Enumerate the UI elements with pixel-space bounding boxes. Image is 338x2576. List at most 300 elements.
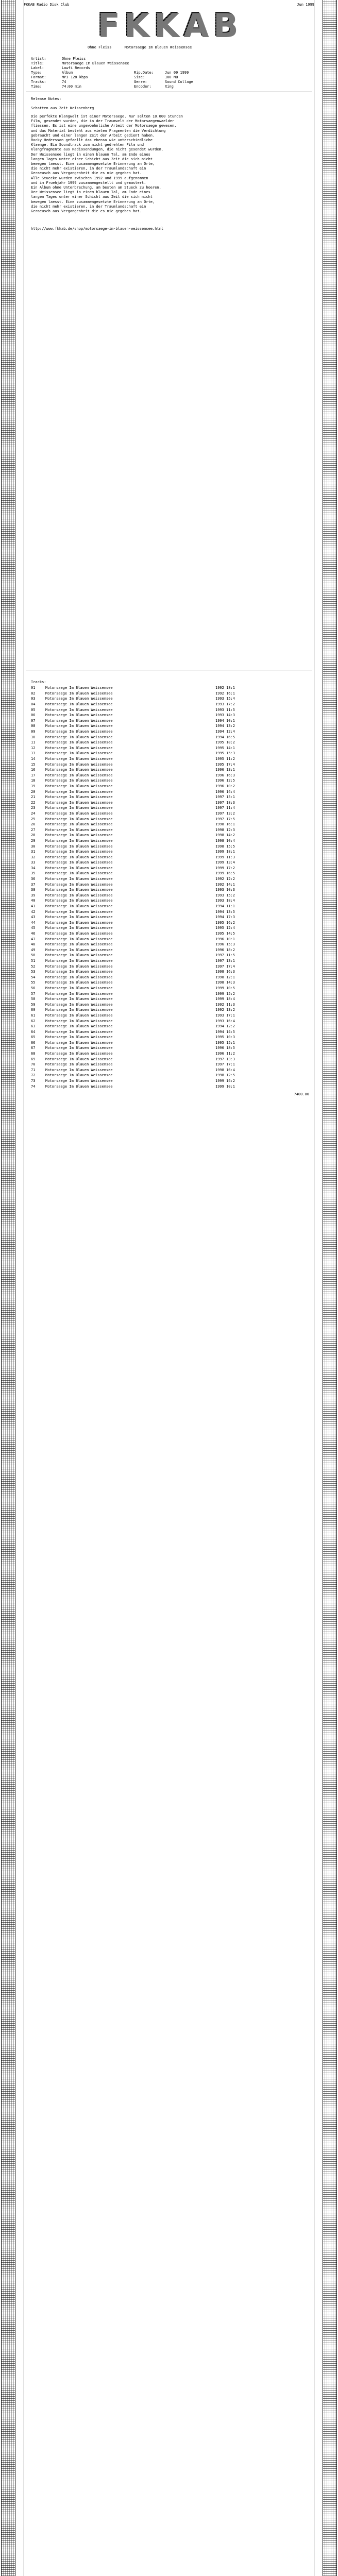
ascii-border-right bbox=[323, 0, 337, 2576]
track-source: 1993 17:2 bbox=[215, 702, 235, 707]
track-source: 1993 18:4 bbox=[215, 899, 235, 903]
track-number: 20 bbox=[31, 789, 36, 794]
track-row bbox=[31, 1024, 309, 1029]
track-row bbox=[31, 958, 309, 964]
track-row bbox=[31, 871, 309, 876]
track-source: 1997 13:1 bbox=[215, 958, 235, 963]
track-number: 37 bbox=[31, 882, 36, 887]
track-row bbox=[31, 925, 309, 931]
track-title: Motorsaege Im Blauen Weissensee bbox=[45, 942, 113, 947]
track-row bbox=[31, 1078, 309, 1084]
track-source: 1997 13:2 bbox=[215, 811, 235, 816]
tracklist-heading: Tracks: bbox=[31, 680, 46, 684]
track-title: Motorsaege Im Blauen Weissensee bbox=[45, 1052, 113, 1056]
track-source: 1993 11:5 bbox=[215, 707, 235, 712]
track-title: Motorsaege Im Blauen Weissensee bbox=[45, 713, 113, 718]
track-source: 1996 13:1 bbox=[215, 768, 235, 772]
track-source: 1997 13:3 bbox=[215, 1057, 235, 1061]
track-source: 1997 17:5 bbox=[215, 817, 235, 821]
track-title: Motorsaege Im Blauen Weissensee bbox=[45, 697, 113, 701]
track-row bbox=[31, 1018, 309, 1024]
track-title: Motorsaege Im Blauen Weissensee bbox=[45, 964, 113, 969]
track-title: Motorsaege Im Blauen Weissensee bbox=[45, 768, 113, 772]
track-number: 52 bbox=[31, 964, 36, 969]
track-source: 1998 16:3 bbox=[215, 970, 235, 974]
track-number: 55 bbox=[31, 980, 36, 985]
track-row bbox=[31, 838, 309, 844]
track-row bbox=[31, 816, 309, 822]
track-number: 17 bbox=[31, 773, 36, 777]
track-source: 1995 10:3 bbox=[215, 1035, 235, 1040]
track-row bbox=[31, 969, 309, 975]
meta-key: Title: bbox=[31, 61, 44, 65]
track-row bbox=[31, 1067, 309, 1073]
track-number: 35 bbox=[31, 871, 36, 876]
track-source: 1995 15:3 bbox=[215, 751, 235, 756]
track-number: 08 bbox=[31, 724, 36, 728]
track-title: Motorsaege Im Blauen Weissensee bbox=[45, 980, 113, 985]
track-source: 1996 18:5 bbox=[215, 1046, 235, 1050]
track-title: Motorsaege Im Blauen Weissensee bbox=[45, 1002, 113, 1007]
track-number: 67 bbox=[31, 1046, 36, 1050]
meta-key: Format: bbox=[31, 75, 46, 79]
track-row bbox=[31, 773, 309, 778]
track-source: 1992 14:1 bbox=[215, 882, 235, 887]
track-source: 1992 18:1 bbox=[215, 686, 235, 690]
track-title: Motorsaege Im Blauen Weissensee bbox=[45, 718, 113, 723]
meta-key bbox=[134, 61, 165, 66]
track-title: Motorsaege Im Blauen Weissensee bbox=[45, 822, 113, 827]
track-row bbox=[31, 756, 309, 762]
track-number: 10 bbox=[31, 735, 36, 739]
track-row bbox=[31, 904, 309, 909]
track-row bbox=[31, 1035, 309, 1040]
track-source: 1995 17:4 bbox=[215, 762, 235, 767]
tracklist-total: 7400.00 bbox=[294, 1092, 309, 1096]
track-title: Motorsaege Im Blauen Weissensee bbox=[45, 1062, 113, 1067]
track-number: 25 bbox=[31, 817, 36, 821]
track-source: 1999 10:1 bbox=[215, 1084, 235, 1089]
meta-key: Encoder: bbox=[134, 84, 151, 89]
track-row bbox=[31, 942, 309, 947]
track-source: 1998 12:1 bbox=[215, 975, 235, 979]
track-source: 1994 12:4 bbox=[215, 730, 235, 734]
track-source: 1999 11:3 bbox=[215, 855, 235, 859]
track-number: 49 bbox=[31, 947, 36, 952]
ascii-border-left bbox=[1, 0, 15, 2576]
track-title: Motorsaege Im Blauen Weissensee bbox=[45, 915, 113, 920]
track-source: 1992 13:2 bbox=[215, 1008, 235, 1012]
track-number: 62 bbox=[31, 1019, 36, 1023]
track-number: 48 bbox=[31, 942, 36, 947]
track-number: 12 bbox=[31, 745, 36, 750]
track-title: Motorsaege Im Blauen Weissensee bbox=[45, 953, 113, 958]
meta-value bbox=[165, 57, 227, 61]
track-number: 01 bbox=[31, 686, 36, 690]
track-row bbox=[31, 805, 309, 811]
track-title: Motorsaege Im Blauen Weissensee bbox=[45, 991, 113, 996]
track-row bbox=[31, 734, 309, 740]
track-row bbox=[31, 1002, 309, 1007]
track-row bbox=[31, 778, 309, 784]
track-title: Motorsaege Im Blauen Weissensee bbox=[45, 997, 113, 1002]
meta-row bbox=[31, 80, 247, 84]
track-number: 47 bbox=[31, 937, 36, 941]
track-row bbox=[31, 723, 309, 729]
meta-value: Ohne Fleiss bbox=[62, 57, 86, 61]
track-source: 1998 14:3 bbox=[215, 980, 235, 985]
track-row bbox=[31, 882, 309, 887]
track-title: Motorsaege Im Blauen Weissensee bbox=[45, 931, 113, 936]
track-source: 1997 17:4 bbox=[215, 964, 235, 969]
track-row bbox=[31, 909, 309, 914]
meta-value: Album bbox=[62, 71, 73, 75]
track-title: Motorsaege Im Blauen Weissensee bbox=[45, 833, 113, 838]
track-number: 60 bbox=[31, 1008, 36, 1012]
track-number: 71 bbox=[31, 1067, 36, 1072]
track-title: Motorsaege Im Blauen Weissensee bbox=[45, 762, 113, 767]
track-row bbox=[31, 931, 309, 937]
meta-key: Rip.Date: bbox=[134, 71, 154, 75]
track-row bbox=[31, 789, 309, 794]
track-source: 1997 17:1 bbox=[215, 1062, 235, 1067]
track-source: 1997 11:4 bbox=[215, 806, 235, 810]
track-row bbox=[31, 827, 309, 833]
track-row bbox=[31, 1056, 309, 1062]
meta-value: 74:00 min bbox=[62, 84, 81, 89]
track-source: 1994 17:3 bbox=[215, 915, 235, 920]
track-title: Motorsaege Im Blauen Weissensee bbox=[45, 745, 113, 750]
track-number: 36 bbox=[31, 877, 36, 882]
track-source: 1995 15:1 bbox=[215, 1040, 235, 1045]
track-row bbox=[31, 980, 309, 986]
track-title: Motorsaege Im Blauen Weissensee bbox=[45, 958, 113, 963]
track-title: Motorsaege Im Blauen Weissensee bbox=[45, 866, 113, 870]
track-source: 1993 17:1 bbox=[215, 1013, 235, 1018]
meta-value: MP3 128 kbps bbox=[62, 75, 88, 79]
track-source: 1996 16:3 bbox=[215, 773, 235, 777]
track-source: 1998 15:5 bbox=[215, 844, 235, 849]
track-title: Motorsaege Im Blauen Weissensee bbox=[45, 871, 113, 876]
track-row bbox=[31, 729, 309, 735]
track-row bbox=[31, 1083, 309, 1089]
track-title: Motorsaege Im Blauen Weissensee bbox=[45, 817, 113, 821]
track-title: Motorsaege Im Blauen Weissensee bbox=[45, 926, 113, 930]
track-source: 1997 18:3 bbox=[215, 800, 235, 805]
track-number: 28 bbox=[31, 833, 36, 838]
meta-key: Size: bbox=[134, 75, 145, 79]
track-number: 02 bbox=[31, 691, 36, 696]
track-number: 34 bbox=[31, 866, 36, 870]
track-source: 1996 15:3 bbox=[215, 942, 235, 947]
track-row bbox=[31, 974, 309, 980]
track-source: 1999 17:2 bbox=[215, 866, 235, 870]
track-row bbox=[31, 740, 309, 745]
meta-value bbox=[165, 61, 227, 66]
track-number: 06 bbox=[31, 713, 36, 718]
meta-key: Label: bbox=[31, 66, 44, 70]
meta-row bbox=[31, 66, 247, 71]
track-source: 1998 12:5 bbox=[215, 1073, 235, 1078]
track-source: 1994 16:5 bbox=[215, 735, 235, 739]
track-row bbox=[31, 887, 309, 893]
meta-row bbox=[31, 61, 247, 66]
track-title: Motorsaege Im Blauen Weissensee bbox=[45, 1046, 113, 1050]
track-number: 54 bbox=[31, 975, 36, 979]
track-title: Motorsaege Im Blauen Weissensee bbox=[45, 986, 113, 990]
track-row bbox=[31, 963, 309, 969]
track-row bbox=[31, 811, 309, 817]
track-source: 1995 14:1 bbox=[215, 745, 235, 750]
track-title: Motorsaege Im Blauen Weissensee bbox=[45, 838, 113, 843]
meta-key: Tracks: bbox=[31, 80, 46, 84]
track-source: 1993 15:4 bbox=[215, 697, 235, 701]
track-number: 43 bbox=[31, 915, 36, 920]
content-frame bbox=[24, 0, 314, 2576]
track-source: 1995 14:5 bbox=[215, 931, 235, 936]
track-number: 15 bbox=[31, 762, 36, 767]
track-source: 1999 13:4 bbox=[215, 860, 235, 865]
track-title: Motorsaege Im Blauen Weissensee bbox=[45, 757, 113, 761]
meta-value bbox=[165, 66, 227, 71]
track-source: 1994 13:2 bbox=[215, 724, 235, 728]
title-line: Ohne Fleiss Motorsaege Im Blauen Weissensee bbox=[88, 45, 192, 49]
track-title: Motorsaege Im Blauen Weissensee bbox=[45, 904, 113, 909]
release-notes-heading: Release Notes: bbox=[31, 97, 62, 101]
release-notes-subheading: Schatten aus Zeit Weissenberg bbox=[31, 106, 94, 110]
track-title: Motorsaege Im Blauen Weissensee bbox=[45, 893, 113, 897]
track-number: 04 bbox=[31, 702, 36, 707]
track-title: Motorsaege Im Blauen Weissensee bbox=[45, 882, 113, 887]
track-row bbox=[31, 849, 309, 855]
track-row bbox=[31, 784, 309, 789]
track-title: Motorsaege Im Blauen Weissensee bbox=[45, 1024, 113, 1029]
meta-value: 100 MB bbox=[165, 75, 178, 79]
meta-value: Motorsaege Im Blauen Weissensee bbox=[62, 61, 129, 65]
track-title: Motorsaege Im Blauen Weissensee bbox=[45, 850, 113, 854]
track-source: 1996 12:5 bbox=[215, 778, 235, 783]
logo-text: FKKAB bbox=[96, 6, 242, 44]
track-number: 30 bbox=[31, 844, 36, 849]
track-number: 69 bbox=[31, 1057, 36, 1061]
track-row bbox=[31, 1073, 309, 1078]
track-title: Motorsaege Im Blauen Weissensee bbox=[45, 1008, 113, 1012]
track-row bbox=[31, 947, 309, 953]
release-notes-link[interactable]: http://www.fkkab.de/shop/motorsaege-im-blauen-weissensee.html bbox=[31, 227, 164, 231]
meta-value: Xing bbox=[165, 84, 174, 89]
track-number: 03 bbox=[31, 697, 36, 701]
track-number: 27 bbox=[31, 827, 36, 832]
track-source: 1999 18:4 bbox=[215, 997, 235, 1002]
track-title: Motorsaege Im Blauen Weissensee bbox=[45, 827, 113, 832]
track-title: Motorsaege Im Blauen Weissensee bbox=[45, 730, 113, 734]
track-source: 1998 16:1 bbox=[215, 822, 235, 827]
track-number: 40 bbox=[31, 899, 36, 903]
track-title: Motorsaege Im Blauen Weissensee bbox=[45, 784, 113, 788]
track-title: Motorsaege Im Blauen Weissensee bbox=[45, 888, 113, 892]
track-source: 1999 18:1 bbox=[215, 850, 235, 854]
track-number: 45 bbox=[31, 926, 36, 930]
track-source: 1992 12:2 bbox=[215, 877, 235, 882]
track-source: 1994 11:1 bbox=[215, 904, 235, 909]
track-title: Motorsaege Im Blauen Weissensee bbox=[45, 773, 113, 777]
track-number: 14 bbox=[31, 757, 36, 761]
track-number: 53 bbox=[31, 970, 36, 974]
track-title: Motorsaege Im Blauen Weissensee bbox=[45, 1067, 113, 1072]
track-title: Motorsaege Im Blauen Weissensee bbox=[45, 920, 113, 925]
track-source: 1993 16:4 bbox=[215, 1019, 235, 1023]
track-row bbox=[31, 822, 309, 827]
track-title: Motorsaege Im Blauen Weissensee bbox=[45, 899, 113, 903]
track-number: 16 bbox=[31, 768, 36, 772]
track-row bbox=[31, 876, 309, 882]
tracklist bbox=[31, 680, 309, 1096]
track-number: 41 bbox=[31, 904, 36, 909]
track-title: Motorsaege Im Blauen Weissensee bbox=[45, 860, 113, 865]
track-rows bbox=[31, 685, 309, 1089]
track-row bbox=[31, 696, 309, 702]
track-number: 38 bbox=[31, 888, 36, 892]
track-row bbox=[31, 833, 309, 838]
track-row bbox=[31, 707, 309, 713]
track-title: Motorsaege Im Blauen Weissensee bbox=[45, 811, 113, 816]
track-number: 18 bbox=[31, 778, 36, 783]
meta-block bbox=[31, 57, 247, 89]
header-right: Jun 1999 bbox=[297, 3, 314, 7]
track-source: 1999 14:2 bbox=[215, 1079, 235, 1083]
track-title: Motorsaege Im Blauen Weissensee bbox=[45, 795, 113, 800]
track-source: 1998 10:4 bbox=[215, 838, 235, 843]
track-title: Motorsaege Im Blauen Weissensee bbox=[45, 789, 113, 794]
track-row bbox=[31, 936, 309, 942]
track-number: 63 bbox=[31, 1024, 36, 1029]
track-row bbox=[31, 800, 309, 805]
track-number: 46 bbox=[31, 931, 36, 936]
track-source: 1994 14:5 bbox=[215, 1029, 235, 1034]
track-source: 1999 10:5 bbox=[215, 986, 235, 990]
track-row bbox=[31, 1045, 309, 1051]
track-source: 1995 16:2 bbox=[215, 920, 235, 925]
track-source: 1998 14:2 bbox=[215, 833, 235, 838]
track-source: 1992 11:3 bbox=[215, 1002, 235, 1007]
track-row bbox=[31, 843, 309, 849]
track-row bbox=[31, 986, 309, 991]
track-title: Motorsaege Im Blauen Weissensee bbox=[45, 975, 113, 979]
track-row bbox=[31, 767, 309, 773]
track-number: 21 bbox=[31, 795, 36, 800]
meta-value: Lowfi Records bbox=[62, 66, 90, 70]
track-row bbox=[31, 953, 309, 958]
track-row bbox=[31, 893, 309, 899]
track-number: 57 bbox=[31, 991, 36, 996]
track-title: Motorsaege Im Blauen Weissensee bbox=[45, 970, 113, 974]
track-source: 1994 12:2 bbox=[215, 1024, 235, 1029]
meta-row bbox=[31, 71, 247, 75]
track-number: 13 bbox=[31, 751, 36, 756]
track-source: 1999 15:2 bbox=[215, 991, 235, 996]
track-title: Motorsaege Im Blauen Weissensee bbox=[45, 855, 113, 859]
track-row bbox=[31, 860, 309, 866]
track-title: Motorsaege Im Blauen Weissensee bbox=[45, 1057, 113, 1061]
track-title: Motorsaege Im Blauen Weissensee bbox=[45, 800, 113, 805]
track-title: Motorsaege Im Blauen Weissensee bbox=[45, 778, 113, 783]
track-number: 56 bbox=[31, 986, 36, 990]
track-row bbox=[31, 691, 309, 697]
track-title: Motorsaege Im Blauen Weissensee bbox=[45, 707, 113, 712]
track-number: 68 bbox=[31, 1052, 36, 1056]
track-title: Motorsaege Im Blauen Weissensee bbox=[45, 806, 113, 810]
track-row bbox=[31, 718, 309, 724]
track-title: Motorsaege Im Blauen Weissensee bbox=[45, 1019, 113, 1023]
track-row bbox=[31, 991, 309, 996]
track-title: Motorsaege Im Blauen Weissensee bbox=[45, 1013, 113, 1018]
header-left: FKKAB Radio Disk Club bbox=[24, 3, 70, 7]
track-title: Motorsaege Im Blauen Weissensee bbox=[45, 1029, 113, 1034]
meta-key bbox=[134, 57, 165, 61]
meta-key: Genre: bbox=[134, 80, 147, 84]
track-title: Motorsaege Im Blauen Weissensee bbox=[45, 702, 113, 707]
track-row bbox=[31, 1062, 309, 1067]
track-source: 1993 10:3 bbox=[215, 888, 235, 892]
track-title: Motorsaege Im Blauen Weissensee bbox=[45, 947, 113, 952]
track-title: Motorsaege Im Blauen Weissensee bbox=[45, 751, 113, 756]
track-number: 29 bbox=[31, 838, 36, 843]
track-number: 24 bbox=[31, 811, 36, 816]
track-row bbox=[31, 702, 309, 707]
track-number: 44 bbox=[31, 920, 36, 925]
track-number: 51 bbox=[31, 958, 36, 963]
track-number: 65 bbox=[31, 1035, 36, 1040]
track-number: 42 bbox=[31, 909, 36, 914]
track-number: 73 bbox=[31, 1079, 36, 1083]
track-source: 1999 16:5 bbox=[215, 871, 235, 876]
track-number: 72 bbox=[31, 1073, 36, 1078]
track-number: 32 bbox=[31, 855, 36, 859]
track-title: Motorsaege Im Blauen Weissensee bbox=[45, 937, 113, 941]
track-title: Motorsaege Im Blauen Weissensee bbox=[45, 686, 113, 690]
track-row bbox=[31, 751, 309, 756]
track-row bbox=[31, 761, 309, 767]
track-source: 1996 18:2 bbox=[215, 947, 235, 952]
track-title: Motorsaege Im Blauen Weissensee bbox=[45, 844, 113, 849]
track-row bbox=[31, 794, 309, 800]
track-source: 1997 11:5 bbox=[215, 953, 235, 958]
track-row bbox=[31, 866, 309, 871]
track-number: 66 bbox=[31, 1040, 36, 1045]
meta-value: Jun 09 1999 bbox=[165, 71, 189, 75]
track-title: Motorsaege Im Blauen Weissensee bbox=[45, 740, 113, 745]
track-number: 22 bbox=[31, 800, 36, 805]
meta-key bbox=[134, 66, 165, 71]
track-number: 61 bbox=[31, 1013, 36, 1018]
track-number: 19 bbox=[31, 784, 36, 788]
track-source: 1998 16:4 bbox=[215, 1067, 235, 1072]
logo bbox=[26, 6, 312, 44]
track-title: Motorsaege Im Blauen Weissensee bbox=[45, 877, 113, 882]
track-source: 1994 13:5 bbox=[215, 909, 235, 914]
track-row bbox=[31, 898, 309, 904]
track-number: 70 bbox=[31, 1062, 36, 1067]
meta-row bbox=[31, 75, 247, 80]
meta-row bbox=[31, 84, 247, 89]
track-number: 58 bbox=[31, 997, 36, 1002]
track-title: Motorsaege Im Blauen Weissensee bbox=[45, 691, 113, 696]
meta-row bbox=[31, 57, 247, 61]
track-number: 39 bbox=[31, 893, 36, 897]
track-source: 1995 12:4 bbox=[215, 926, 235, 930]
track-source: 1994 10:1 bbox=[215, 718, 235, 723]
track-title: Motorsaege Im Blauen Weissensee bbox=[45, 909, 113, 914]
